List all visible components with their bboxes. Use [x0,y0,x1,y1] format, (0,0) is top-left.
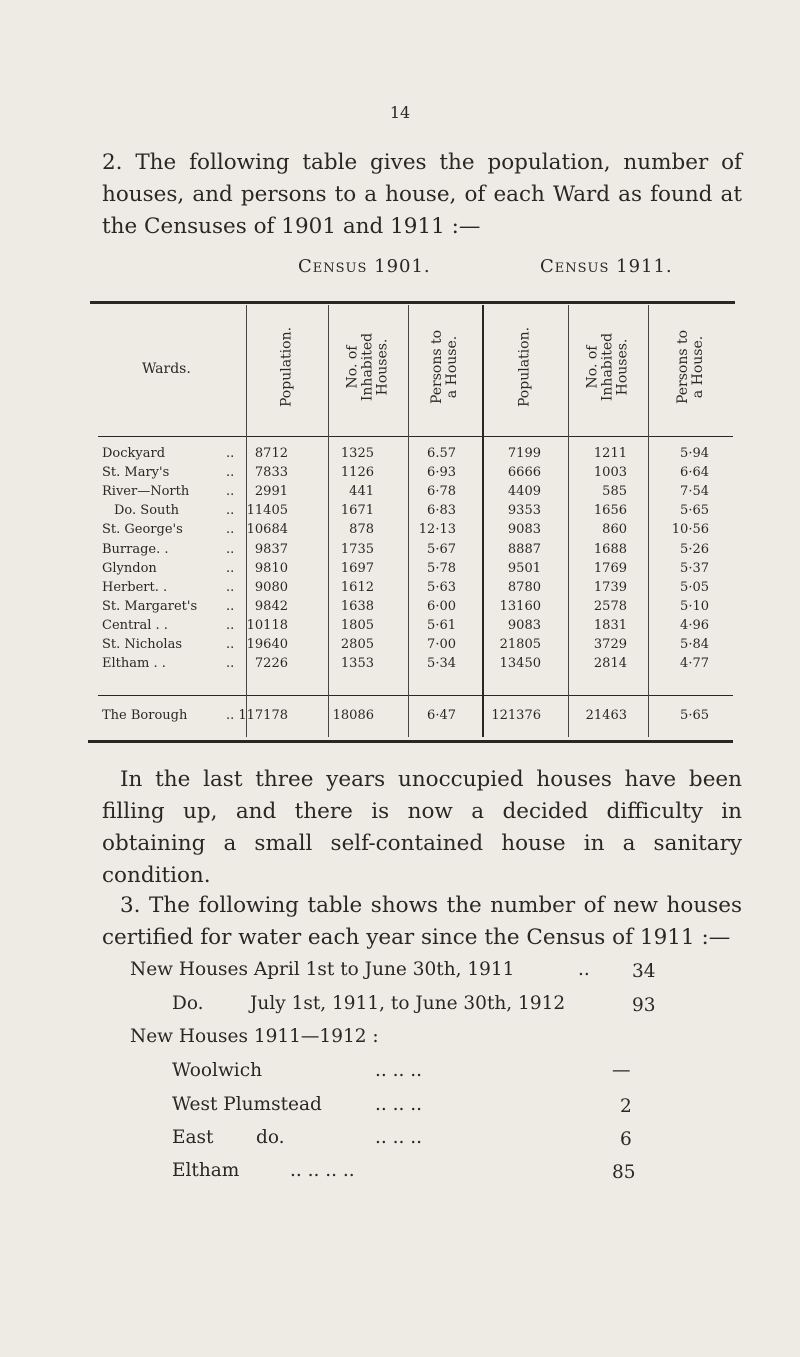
cell-houses-1901: 1126 [340,465,374,481]
cell-population-1901: 7226 [254,656,288,672]
list-line-2-do: Do. [172,993,204,1014]
row-leader: .. [226,465,235,481]
area-name-west-plumstead: West Plumstead [172,1094,322,1115]
table-row [102,656,732,676]
cell-population-1911: 7199 [507,446,541,461]
census-1911-heading: Census 1911. [540,256,673,277]
cell-houses-1911: 1656 [593,503,627,519]
cell-houses-1911: 1003 [593,465,627,481]
cell-houses-1911: 1831 [593,617,627,633]
cell-population-1901: 7833 [254,465,288,481]
table-row [102,484,732,504]
cell-houses-1911: 1739 [593,579,627,595]
cell-persons-1911: 5·26 [680,541,709,557]
header-bottom-rule [98,436,733,437]
cell-persons-1901: 6·93 [427,465,456,481]
cell-population-1901: 8712 [254,446,288,461]
table-row [102,542,732,562]
cell-population-1901: 2991 [254,484,288,500]
area-value-west-plumstead: 2 [620,1096,632,1117]
cell-persons-1901: 5·78 [427,560,456,576]
cell-houses-1911: 2578 [593,598,627,614]
cell-population-1911: 9501 [507,560,541,576]
cell-population-1911: 13450 [499,656,541,672]
table-bottom-rule [88,740,733,743]
list-line-1-leader: .. [578,959,590,980]
cell-houses-1911: 21463 [585,708,627,723]
table-row [102,465,732,485]
ward-name: Eltham . . [102,656,166,672]
table-row [102,561,732,581]
list-line-2-value: 93 [632,995,656,1016]
section-3-text: 3. The following table shows the number of new houses certified for water each year since the Census of 1911 :— [102,893,742,950]
table-row [102,522,732,542]
cell-houses-1901: 1353 [340,656,374,672]
cell-persons-1911: 5·65 [680,708,709,723]
area-leaders: .. .. .. [375,1060,423,1081]
column-header-text: Persons to a House. [674,329,706,405]
column-header-text: Population. [516,326,533,408]
cell-persons-1901: 5·61 [427,617,456,633]
column-header-houses-1911 [568,305,648,429]
cell-persons-1911: 5·10 [680,598,709,614]
list-subheading: New Houses 1911—1912 : [130,1026,379,1047]
table-row [102,637,732,657]
cell-population-1911: 9083 [507,522,541,538]
cell-houses-1901: 18086 [332,708,374,723]
cell-population-1911: 8887 [507,541,541,557]
section-2-text: 2. The following table gives the population, number of houses, and persons to a house, of each Ward as found at the Censuses of 1901 and 1911 :— [102,150,742,239]
column-header-persons-1911 [648,305,733,429]
cell-persons-1901: 6.57 [427,446,456,461]
row-leader: .. [226,656,235,672]
cell-houses-1901: 1805 [340,617,374,633]
cell-population-1901: 9837 [254,541,288,557]
area-value-woolwich: — [612,1060,631,1081]
area-leaders: .. .. .. [375,1094,423,1115]
ward-name: Burrage. . [102,541,169,557]
cell-population-1901: 117178 [238,708,288,723]
ward-name: Do. South [114,503,179,519]
cell-population-1901: 19640 [246,637,288,652]
cell-population-1911: 9353 [507,503,541,519]
column-header-text: Persons to a House. [429,329,460,405]
column-header-persons-1901 [408,305,482,429]
ward-name: Herbert. . [102,579,168,595]
section-2-intro [102,147,742,243]
cell-houses-1901: 1671 [340,503,374,519]
list-line-1-value: 34 [632,961,656,982]
row-leader: .. [226,560,235,576]
ward-name: St. Nicholas [102,637,182,652]
area-name-eltham: Eltham [172,1160,240,1181]
table-top-rule [90,301,735,304]
cell-persons-1901: 6·83 [427,503,456,519]
ward-name: The Borough [102,708,188,723]
table-row [102,503,732,523]
ward-name: Glyndon [102,560,157,576]
table-row [102,446,732,466]
row-leader: .. [226,446,235,461]
ward-name: River—North [102,484,190,500]
cell-persons-1911: 4·96 [680,617,709,633]
cell-houses-1901: 1325 [340,446,374,461]
row-leader: .. [226,484,235,500]
ward-name: St. George's [102,522,183,538]
cell-population-1911: 21805 [499,637,541,652]
row-leader: .. [226,503,235,519]
row-leader: .. [226,708,235,723]
cell-houses-1911: 1769 [593,560,627,576]
list-line-2-label: July 1st, 1911, to June 30th, 1912 [250,993,566,1014]
cell-persons-1901: 7·00 [427,637,456,652]
cell-persons-1901: 6·47 [427,708,456,723]
table-row [102,580,732,600]
cell-houses-1911: 860 [602,522,627,538]
cell-persons-1901: 5·34 [427,656,456,672]
cell-houses-1901: 2805 [340,637,374,652]
total-top-rule [98,695,733,696]
cell-houses-1901: 1735 [340,541,374,557]
cell-persons-1911: 5·94 [680,446,709,461]
column-header-text: No. of Inhabited Houses. [584,332,631,402]
cell-population-1901: 10118 [246,617,288,633]
cell-persons-1911: 5·37 [680,560,709,576]
cell-houses-1901: 441 [349,484,374,500]
cell-persons-1911: 7·54 [680,484,709,500]
cell-houses-1911: 1688 [593,541,627,557]
cell-houses-1911: 2814 [593,656,627,672]
cell-persons-1911: 4·77 [680,656,709,672]
ward-name: Dockyard [102,446,166,461]
cell-houses-1901: 1612 [340,579,374,595]
table-row [102,618,732,638]
row-leader: .. [226,598,235,614]
column-header-houses-1901 [328,305,408,429]
cell-persons-1911: 6·64 [680,465,709,481]
cell-population-1901: 10684 [246,522,288,538]
cell-persons-1901: 12·13 [418,522,456,538]
cell-population-1911: 9083 [507,617,541,633]
area-value-east: 6 [620,1129,632,1150]
census-1901-heading: Census 1901. [298,256,431,277]
paragraph-vacancy [102,764,742,892]
row-leader: .. [226,541,235,557]
row-leader: .. [226,522,235,538]
cell-persons-1911: 5·84 [680,637,709,652]
cell-persons-1911: 5·05 [680,579,709,595]
cell-houses-1911: 3729 [593,637,627,652]
cell-persons-1911: 5·65 [680,503,709,519]
cell-houses-1901: 878 [349,522,374,538]
page-number: 14 [389,103,411,122]
cell-population-1911: 13160 [499,598,541,614]
wards-column-header: Wards. [142,361,191,377]
cell-persons-1901: 6·00 [427,598,456,614]
table-row [102,599,732,619]
cell-population-1911: 121376 [491,708,541,723]
ward-name: Central . . [102,617,168,633]
cell-persons-1901: 6·78 [427,484,456,500]
cell-population-1911: 8780 [507,579,541,595]
cell-persons-1901: 5·67 [427,541,456,557]
area-value-eltham: 85 [612,1162,636,1183]
cell-population-1911: 6666 [507,465,541,481]
column-header-population-1911 [482,305,568,429]
ward-name: St. Margaret's [102,598,198,614]
cell-population-1901: 11405 [246,503,288,519]
column-header-text: Population. [278,326,295,408]
ward-name: St. Mary's [102,465,170,481]
cell-houses-1911: 1211 [593,446,627,461]
area-name-woolwich: Woolwich [172,1060,262,1081]
table-total-row [102,708,732,728]
row-leader: .. [226,637,235,652]
cell-population-1901: 9810 [254,560,288,576]
paragraph-vacancy-text: In the last three years unoccupied houses have been filling up, and there is now a decided difficulty in obtaining a small self-contained house in a sanitary condition. [102,767,742,888]
cell-population-1901: 9080 [254,579,288,595]
column-header-text: No. of Inhabited Houses. [344,332,391,402]
cell-persons-1911: 10·56 [671,522,709,538]
row-leader: .. [226,579,235,595]
cell-persons-1901: 5·63 [427,579,456,595]
area-name-east: East [172,1127,214,1148]
area-leaders: .. .. .. .. [290,1160,355,1181]
cell-houses-1911: 585 [602,484,627,500]
list-line-1-label: New Houses April 1st to June 30th, 1911 [130,959,515,980]
column-header-population-1901 [246,305,328,429]
cell-houses-1901: 1638 [340,598,374,614]
row-leader: .. [226,617,235,633]
cell-population-1911: 4409 [507,484,541,500]
section-3-intro [102,890,742,954]
cell-population-1901: 9842 [254,598,288,614]
area-name-east-ditto: do. [256,1127,285,1148]
cell-houses-1901: 1697 [340,560,374,576]
area-leaders: .. .. .. [375,1127,423,1148]
